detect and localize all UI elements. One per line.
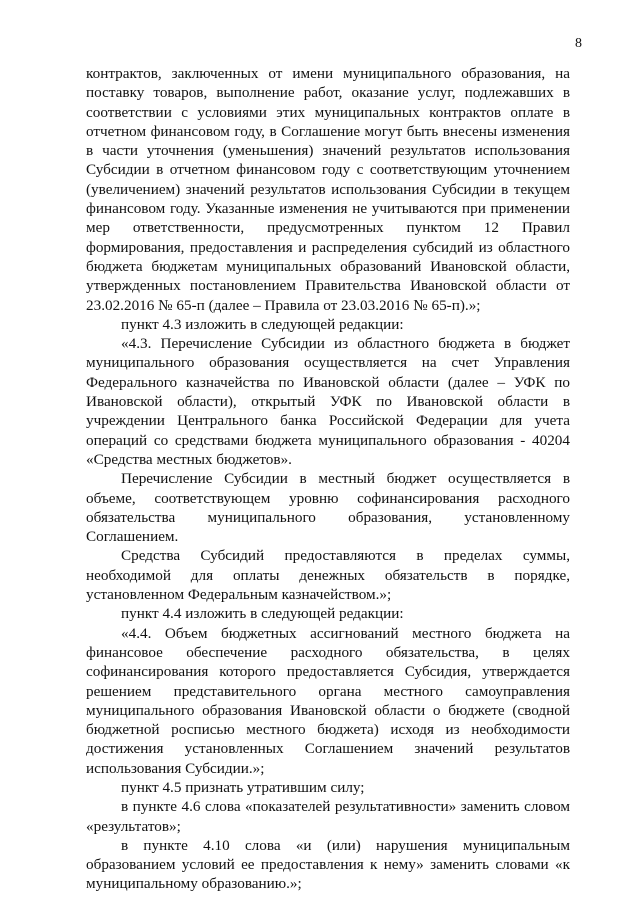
paragraph-funds-limit: Средства Субсидий предоставляются в пределах суммы, необходимой для оплаты денежных обязательств в порядке, установленном Федеральным казначейством.»; [86,547,570,604]
paragraph-item-4-3-intro: пункт 4.3 изложить в следующей редакции: [121,315,404,333]
paragraph-transfer-volume: Перечисление Субсидии в местный бюджет осуществляется в объеме, соответствующем уровню софинансирования расходного обязательства муниципального образования, установленному Соглашением. [86,470,570,546]
paragraph-continuation: контрактов, заключенных от имени муниципального образования, на поставку товаров, выполнение работ, оказание услуг, подлежавших в соответствии с условиями этих муниципальных контрактов оплате в отчетном финансовом году, в Соглашение могут быть внесены изменения в части уточнения (уменьшения) значений результатов использования Субсидии в отчетном финансовом году с соответствующим уточнением (увеличением) значений результатов использования Субсидии в текущем финансовом году. Указанные изменения не учитываются при применении мер ответственности, предусмотренных пунктом 12 Правил формирования, предоставления и распределения субсидий из областного бюджета бюджетам муниципальных образований Ивановской области, утвержденных постановлением Правительства Ивановской области от 23.02.2016 № 65-п (далее – Правила от 23.03.2016 № 65-п).»; [86,65,570,314]
document-body [86,64,570,894]
paragraph-item-4-6: в пункте 4.6 слова «показателей результативности» заменить словом «результатов»; [86,798,570,835]
paragraph-4-3-text: «4.3. Перечисление Субсидии из областного бюджета в бюджет муниципального образования осуществляется на счет Управления Федерального казначейства по Ивановской области (далее – УФК по Ивановской области), открытый УФК по Ивановской области в учреждении Центрального банка Российской Федерации для учета операций со средствами бюджета муниципального образования - 40204 «Средства местных бюджетов». [86,335,570,468]
paragraph-item-4-5: пункт 4.5 признать утратившим силу; [121,778,365,796]
page-number: 8 [575,36,582,51]
paragraph-item-4-10: в пункте 4.10 слова «и (или) нарушения муниципальным образованием условий ее предоставления к нему» заменить словами «к муниципальному образованию.»; [86,836,570,893]
paragraph-item-4-4-intro: пункт 4.4 изложить в следующей редакции: [121,605,404,623]
paragraph-4-4-text: «4.4. Объем бюджетных ассигнований местного бюджета на финансовое обеспечение расходного обязательства, в целях софинансирования которого предоставляется Субсидия, утверждается решением представительного органа местного самоуправления муниципального образования Ивановской области о бюджете (сводной бюджетной росписью местного бюджета) исходя из необходимости достижения установленных Соглашением значений результатов использования Субсидии.»; [86,624,570,777]
